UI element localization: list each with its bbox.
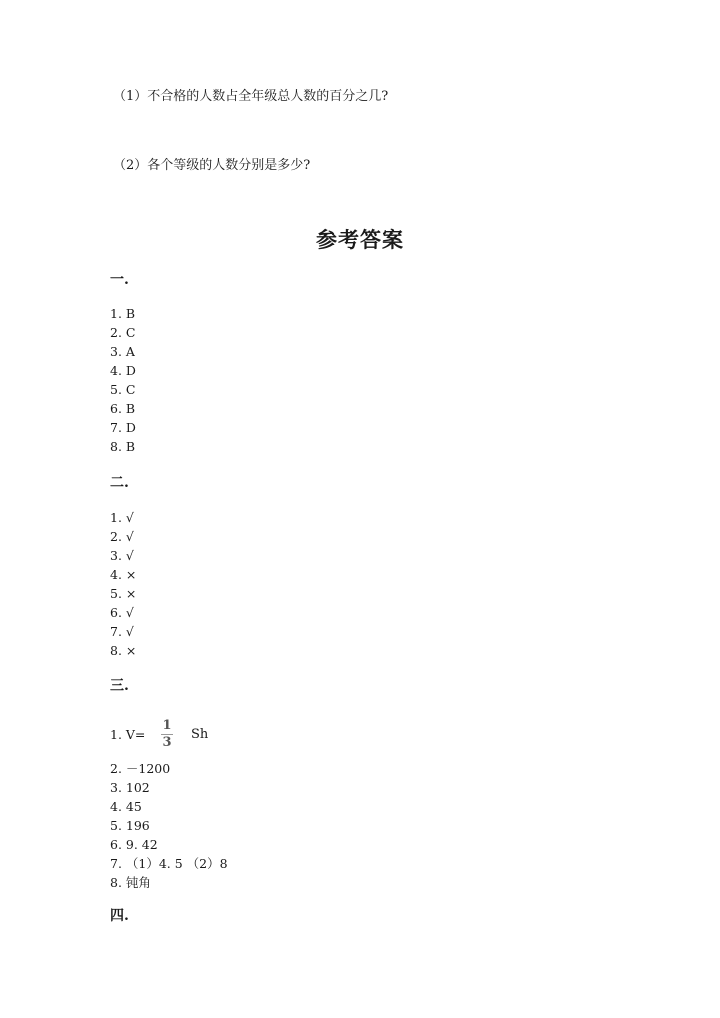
- answer-item: 4. 45: [110, 799, 142, 814]
- answer-item: 4. D: [110, 363, 136, 378]
- answer-item: 2. C: [110, 325, 136, 340]
- answer-item: 7. （1）4. 5 （2）8: [110, 856, 228, 871]
- section-4-heading: 四.: [110, 908, 129, 924]
- section-3-heading: 三.: [110, 678, 129, 694]
- section-1-heading: 一.: [110, 272, 129, 288]
- answer-item: 3. A: [110, 344, 135, 359]
- answer-item: 8. ×: [110, 643, 137, 658]
- formula-tail: Sh: [191, 727, 209, 742]
- section-3-answers: [110, 759, 228, 892]
- answer-item: 7. D: [110, 420, 136, 435]
- answer-item: 3. 102: [110, 780, 150, 795]
- fraction-one-third: [160, 718, 174, 751]
- answer-item: 3. √: [110, 548, 134, 563]
- answer-item: 6. √: [110, 605, 134, 620]
- answer-item: 1. B: [110, 306, 136, 321]
- question-1: （1）不合格的人数占全年级总人数的百分之几?: [113, 89, 389, 104]
- fraction-denominator: 3: [162, 735, 172, 750]
- answer-item: 8. 钝角: [110, 875, 151, 890]
- formula-lead: 1. V=: [110, 727, 146, 742]
- answer-item: 5. ×: [110, 586, 137, 601]
- answer-key-title: 参考答案: [316, 227, 404, 252]
- section-1-answers: [110, 304, 136, 456]
- answer-item: 7. √: [110, 624, 134, 639]
- answer-item: 6. B: [110, 401, 136, 416]
- answer-item: 2. －1200: [110, 761, 171, 776]
- section-2-heading: 二.: [110, 475, 129, 491]
- answer-item: 5. C: [110, 382, 136, 397]
- fraction-numerator: 1: [162, 718, 172, 733]
- answer-item: 5. 196: [110, 818, 150, 833]
- question-2: （2）各个等级的人数分别是多少?: [113, 158, 311, 173]
- answer-item: 4. ×: [110, 567, 137, 582]
- answer-item: 8. B: [110, 439, 136, 454]
- answer-item: 6. 9. 42: [110, 837, 158, 852]
- answer-item: 1. √: [110, 510, 134, 525]
- section-2-answers: [110, 508, 136, 660]
- answer-item: 2. √: [110, 529, 134, 544]
